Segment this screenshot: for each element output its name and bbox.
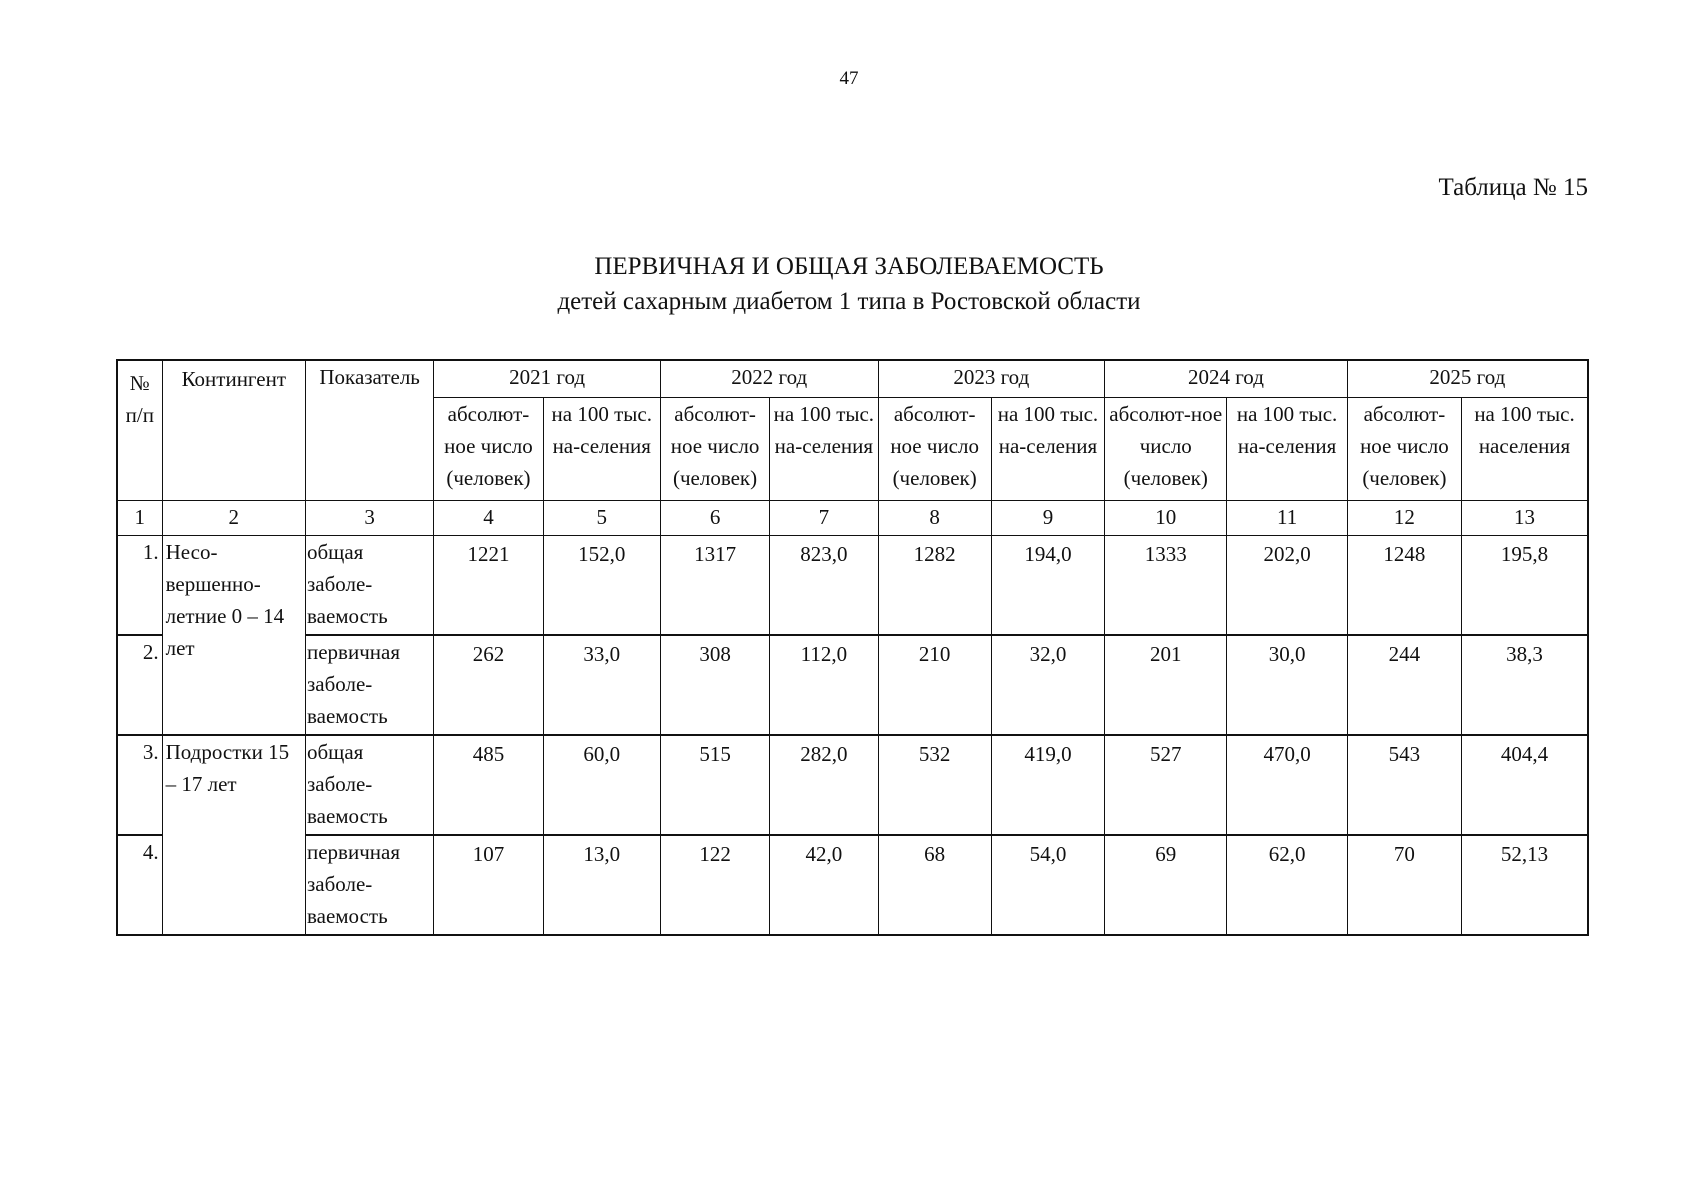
- value-cell: 823,0: [770, 536, 878, 636]
- value-cell: 1248: [1347, 536, 1461, 636]
- header-abs: абсолют-ное число (человек): [660, 398, 769, 501]
- header-rate: на 100 тыс. на-селения: [1227, 398, 1347, 501]
- value-cell: 122: [660, 835, 769, 935]
- column-number: 7: [770, 501, 878, 536]
- value-cell: 532: [878, 735, 991, 835]
- value-cell: 1282: [878, 536, 991, 636]
- row-number: 4.: [117, 835, 162, 935]
- column-number: 2: [162, 501, 305, 536]
- row-number: 1.: [117, 536, 162, 636]
- header-year-2022: 2022 год: [660, 360, 878, 398]
- morbidity-table: [116, 359, 1589, 936]
- row-number: 2.: [117, 635, 162, 735]
- value-cell: 244: [1347, 635, 1461, 735]
- table-title: [0, 249, 1698, 319]
- column-numbers-row: [117, 501, 1588, 536]
- indicator-cell: общая заболе-ваемость: [305, 735, 433, 835]
- value-cell: 13,0: [543, 835, 660, 935]
- value-cell: 1317: [660, 536, 769, 636]
- value-cell: 152,0: [543, 536, 660, 636]
- value-cell: 62,0: [1227, 835, 1347, 935]
- header-indicator: Показатель: [305, 360, 433, 501]
- value-cell: 112,0: [770, 635, 878, 735]
- value-cell: 485: [434, 735, 543, 835]
- title-line-1: ПЕРВИЧНАЯ И ОБЩАЯ ЗАБОЛЕВАЕМОСТЬ: [594, 253, 1104, 280]
- value-cell: 70: [1347, 835, 1461, 935]
- value-cell: 1221: [434, 536, 543, 636]
- header-num: № п/п: [117, 360, 162, 501]
- column-number: 3: [305, 501, 433, 536]
- header-contingent: Контингент: [162, 360, 305, 501]
- column-number: 1: [117, 501, 162, 536]
- value-cell: 515: [660, 735, 769, 835]
- value-cell: 68: [878, 835, 991, 935]
- table-label: Таблица № 15: [1438, 174, 1588, 201]
- header-rate: на 100 тыс. на-селения: [543, 398, 660, 501]
- value-cell: 38,3: [1462, 635, 1588, 735]
- header-abs: абсолют-ное число (человек): [1105, 398, 1227, 501]
- value-cell: 107: [434, 835, 543, 935]
- value-cell: 52,13: [1462, 835, 1588, 935]
- value-cell: 194,0: [991, 536, 1104, 636]
- value-cell: 32,0: [991, 635, 1104, 735]
- indicator-cell: общая заболе-ваемость: [305, 536, 433, 636]
- value-cell: 60,0: [543, 735, 660, 835]
- value-cell: 195,8: [1462, 536, 1588, 636]
- value-cell: 543: [1347, 735, 1461, 835]
- page-number: 47: [839, 68, 859, 89]
- value-cell: 202,0: [1227, 536, 1347, 636]
- header-abs: абсолют-ное число (человек): [1347, 398, 1461, 501]
- header-year-2025: 2025 год: [1347, 360, 1588, 398]
- header-row-years: [117, 360, 1588, 398]
- row-number: 3.: [117, 735, 162, 835]
- header-year-2023: 2023 год: [878, 360, 1105, 398]
- value-cell: 282,0: [770, 735, 878, 835]
- value-cell: 470,0: [1227, 735, 1347, 835]
- contingent-cell: Подростки 15 – 17 лет: [162, 735, 305, 935]
- indicator-cell: первичная заболе-ваемость: [305, 835, 433, 935]
- column-number: 10: [1105, 501, 1227, 536]
- header-abs: абсолют-ное число (человек): [878, 398, 991, 501]
- header-abs: абсолют-ное число (человек): [434, 398, 543, 501]
- value-cell: 404,4: [1462, 735, 1588, 835]
- value-cell: 30,0: [1227, 635, 1347, 735]
- value-cell: 69: [1105, 835, 1227, 935]
- value-cell: 1333: [1105, 536, 1227, 636]
- value-cell: 308: [660, 635, 769, 735]
- table-row: [117, 835, 1588, 935]
- table-row: [117, 735, 1588, 835]
- column-number: 9: [991, 501, 1104, 536]
- title-line-2: детей сахарным диабетом 1 типа в Ростовской области: [557, 288, 1141, 315]
- column-number: 5: [543, 501, 660, 536]
- column-number: 13: [1462, 501, 1588, 536]
- value-cell: 210: [878, 635, 991, 735]
- value-cell: 42,0: [770, 835, 878, 935]
- column-number: 4: [434, 501, 543, 536]
- value-cell: 201: [1105, 635, 1227, 735]
- value-cell: 419,0: [991, 735, 1104, 835]
- column-number: 12: [1347, 501, 1461, 536]
- column-number: 6: [660, 501, 769, 536]
- header-year-2021: 2021 год: [434, 360, 661, 398]
- table-row: [117, 536, 1588, 636]
- header-year-2024: 2024 год: [1105, 360, 1348, 398]
- column-number: 11: [1227, 501, 1347, 536]
- value-cell: 54,0: [991, 835, 1104, 935]
- contingent-cell: Несо-вершенно-летние 0 – 14 лет: [162, 536, 305, 736]
- value-cell: 527: [1105, 735, 1227, 835]
- value-cell: 262: [434, 635, 543, 735]
- indicator-cell: первичная заболе-ваемость: [305, 635, 433, 735]
- column-number: 8: [878, 501, 991, 536]
- header-rate: на 100 тыс. населения: [1462, 398, 1588, 501]
- header-rate: на 100 тыс. на-селения: [991, 398, 1104, 501]
- table-row: [117, 635, 1588, 735]
- value-cell: 33,0: [543, 635, 660, 735]
- header-rate: на 100 тыс. на-селения: [770, 398, 878, 501]
